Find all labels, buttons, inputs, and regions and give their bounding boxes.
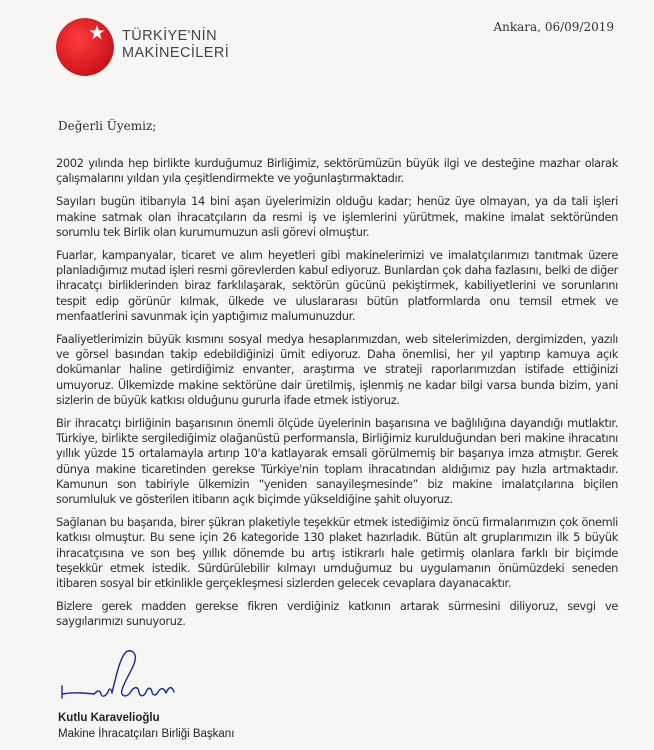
logo-line-2: MAKİNECİLERİ: [122, 45, 230, 61]
crescent-star-logo-icon: [56, 18, 114, 76]
salutation: Değerli Üyemiz;: [58, 119, 157, 133]
letter-date: Ankara, 06/09/2019: [493, 20, 614, 34]
logo-wordmark: [122, 28, 229, 62]
paragraph-1: 2002 yılında hep birlikte kurduğumuz Birliğimiz, sektörümüzün büyük ilgi ve desteğine mazhar olarak çalışmalarını yıldan yıla çeşitlendirmekte ve yoğunlaştırmaktadır.: [56, 156, 618, 186]
paragraph-4: Faaliyetlerimizin büyük kısmını sosyal medya hesaplarımızdan, web sitelerimizden, dergimizden, yazılı ve görsel basından takip edebildiğinizi ümit ediyoruz. Daha önemlisi, her yıl yaptırıp kamuya açık dokümanlar haline getirdiğimiz envanter, araştırma ve strateji raporlarımızdan istifade ettiğinizi umuyoruz. Ülkemizde makine sektörüne dair üretilmiş, işlenmiş ne kadar bilgi varsa bunda bizim, yani sizlerin de büyük katkısı olduğunu gururla ifade etmek istiyoruz.: [56, 332, 618, 407]
paragraph-3: Fuarlar, kampanyalar, ticaret ve alım heyetleri gibi makinelerimizi ve imalatçılarımızı tanıtmak üzere planladığımız mutad işleri resmi görevlerden kabul ediyoruz. Bunlardan çok daha fazlasını, belki de diğer ihracatçı birliklerinden biraz farklılaşarak, sektörün gücünü pekiştirmek, kabiliyetlerini ve sorunlarını tespit edip görünür kılmak, ülkede ve uluslararası bütün platformlarda onu temsil etmek ve menfaatlerini savunmak için yaptığımız malumunuzdur.: [56, 248, 618, 323]
letter-body: [56, 156, 618, 638]
paragraph-7: Bizlere gerek madden gerekse fikren verdiğiniz katkının artarak sürmesini diliyoruz, sevgi ve saygılarımızı sunuyoruz.: [56, 599, 618, 629]
handwritten-signature: [54, 646, 194, 706]
signer-title: Makine İhracatçıları Birliği Başkanı: [58, 728, 235, 740]
paragraph-2: Sayıları bugün itibarıyla 14 bini aşan üyelerimizin olduğu kadar; henüz üye olmayan, ya da tali işleri makine satmak olan ihracatçıların da resmi iş ve işlemlerini yürütmek, makine imalat sektöründen sorumlu tek Birlik olan kurumumuzun asli görevi olmuştur.: [56, 194, 618, 239]
logo-line-1: TÜRKİYE'NİN: [122, 28, 217, 44]
organization-logo: [56, 10, 296, 90]
signer-name: Kutlu Karavelioğlu: [58, 712, 160, 724]
paragraph-5: Bir ihracatçı birliğinin başarısının önemli ölçüde üyelerinin başarısına ve bağlılığına dayandığı mutlaktır. Türkiye, birlikte sergilediğimiz olağanüstü performansla, Birliğimiz kurulduğundan beri makine ihracatını yıllık yüzde 15 ortalamayla artırıp 10'a katlayarak emsali görülmemiş bir başarıya imza atmıştır. Gerek dünya makine ticaretinden gerekse Türkiye'nin toplam ihracatından aldığımız pay hızla artmaktadır. Kamunun son tabiriyle ülkemizin “yeniden sanayileşmesinde” biz makine imalatçılarına biçilen sorumluluk ve gösterilen itibarın açık biçimde yükseldiğine şahit oluyoruz.: [56, 416, 618, 507]
paragraph-6: Sağlanan bu başarıda, birer şükran plaketiyle teşekkür etmek istediğimiz öncü firmalarımızın çok önemli katkısı olmuştur. Bu sene için 26 kategoride 130 plaket hazırladık. Bütün alt gruplarımızın ilk 5 büyük ihracatçısına ve son beş yıllık dönemde bu artış istikrarlı hale getirmiş olanlara farklı bir biçimde teşekkür etmek istedik. Sürdürülebilir kılmayı umduğumuz bu uygulamanın önümüzdeki seneden itibaren sosyal bir etkinlikle gerçekleşmesi sizlerden gelecek cevaplara dayanacaktır.: [56, 515, 618, 591]
